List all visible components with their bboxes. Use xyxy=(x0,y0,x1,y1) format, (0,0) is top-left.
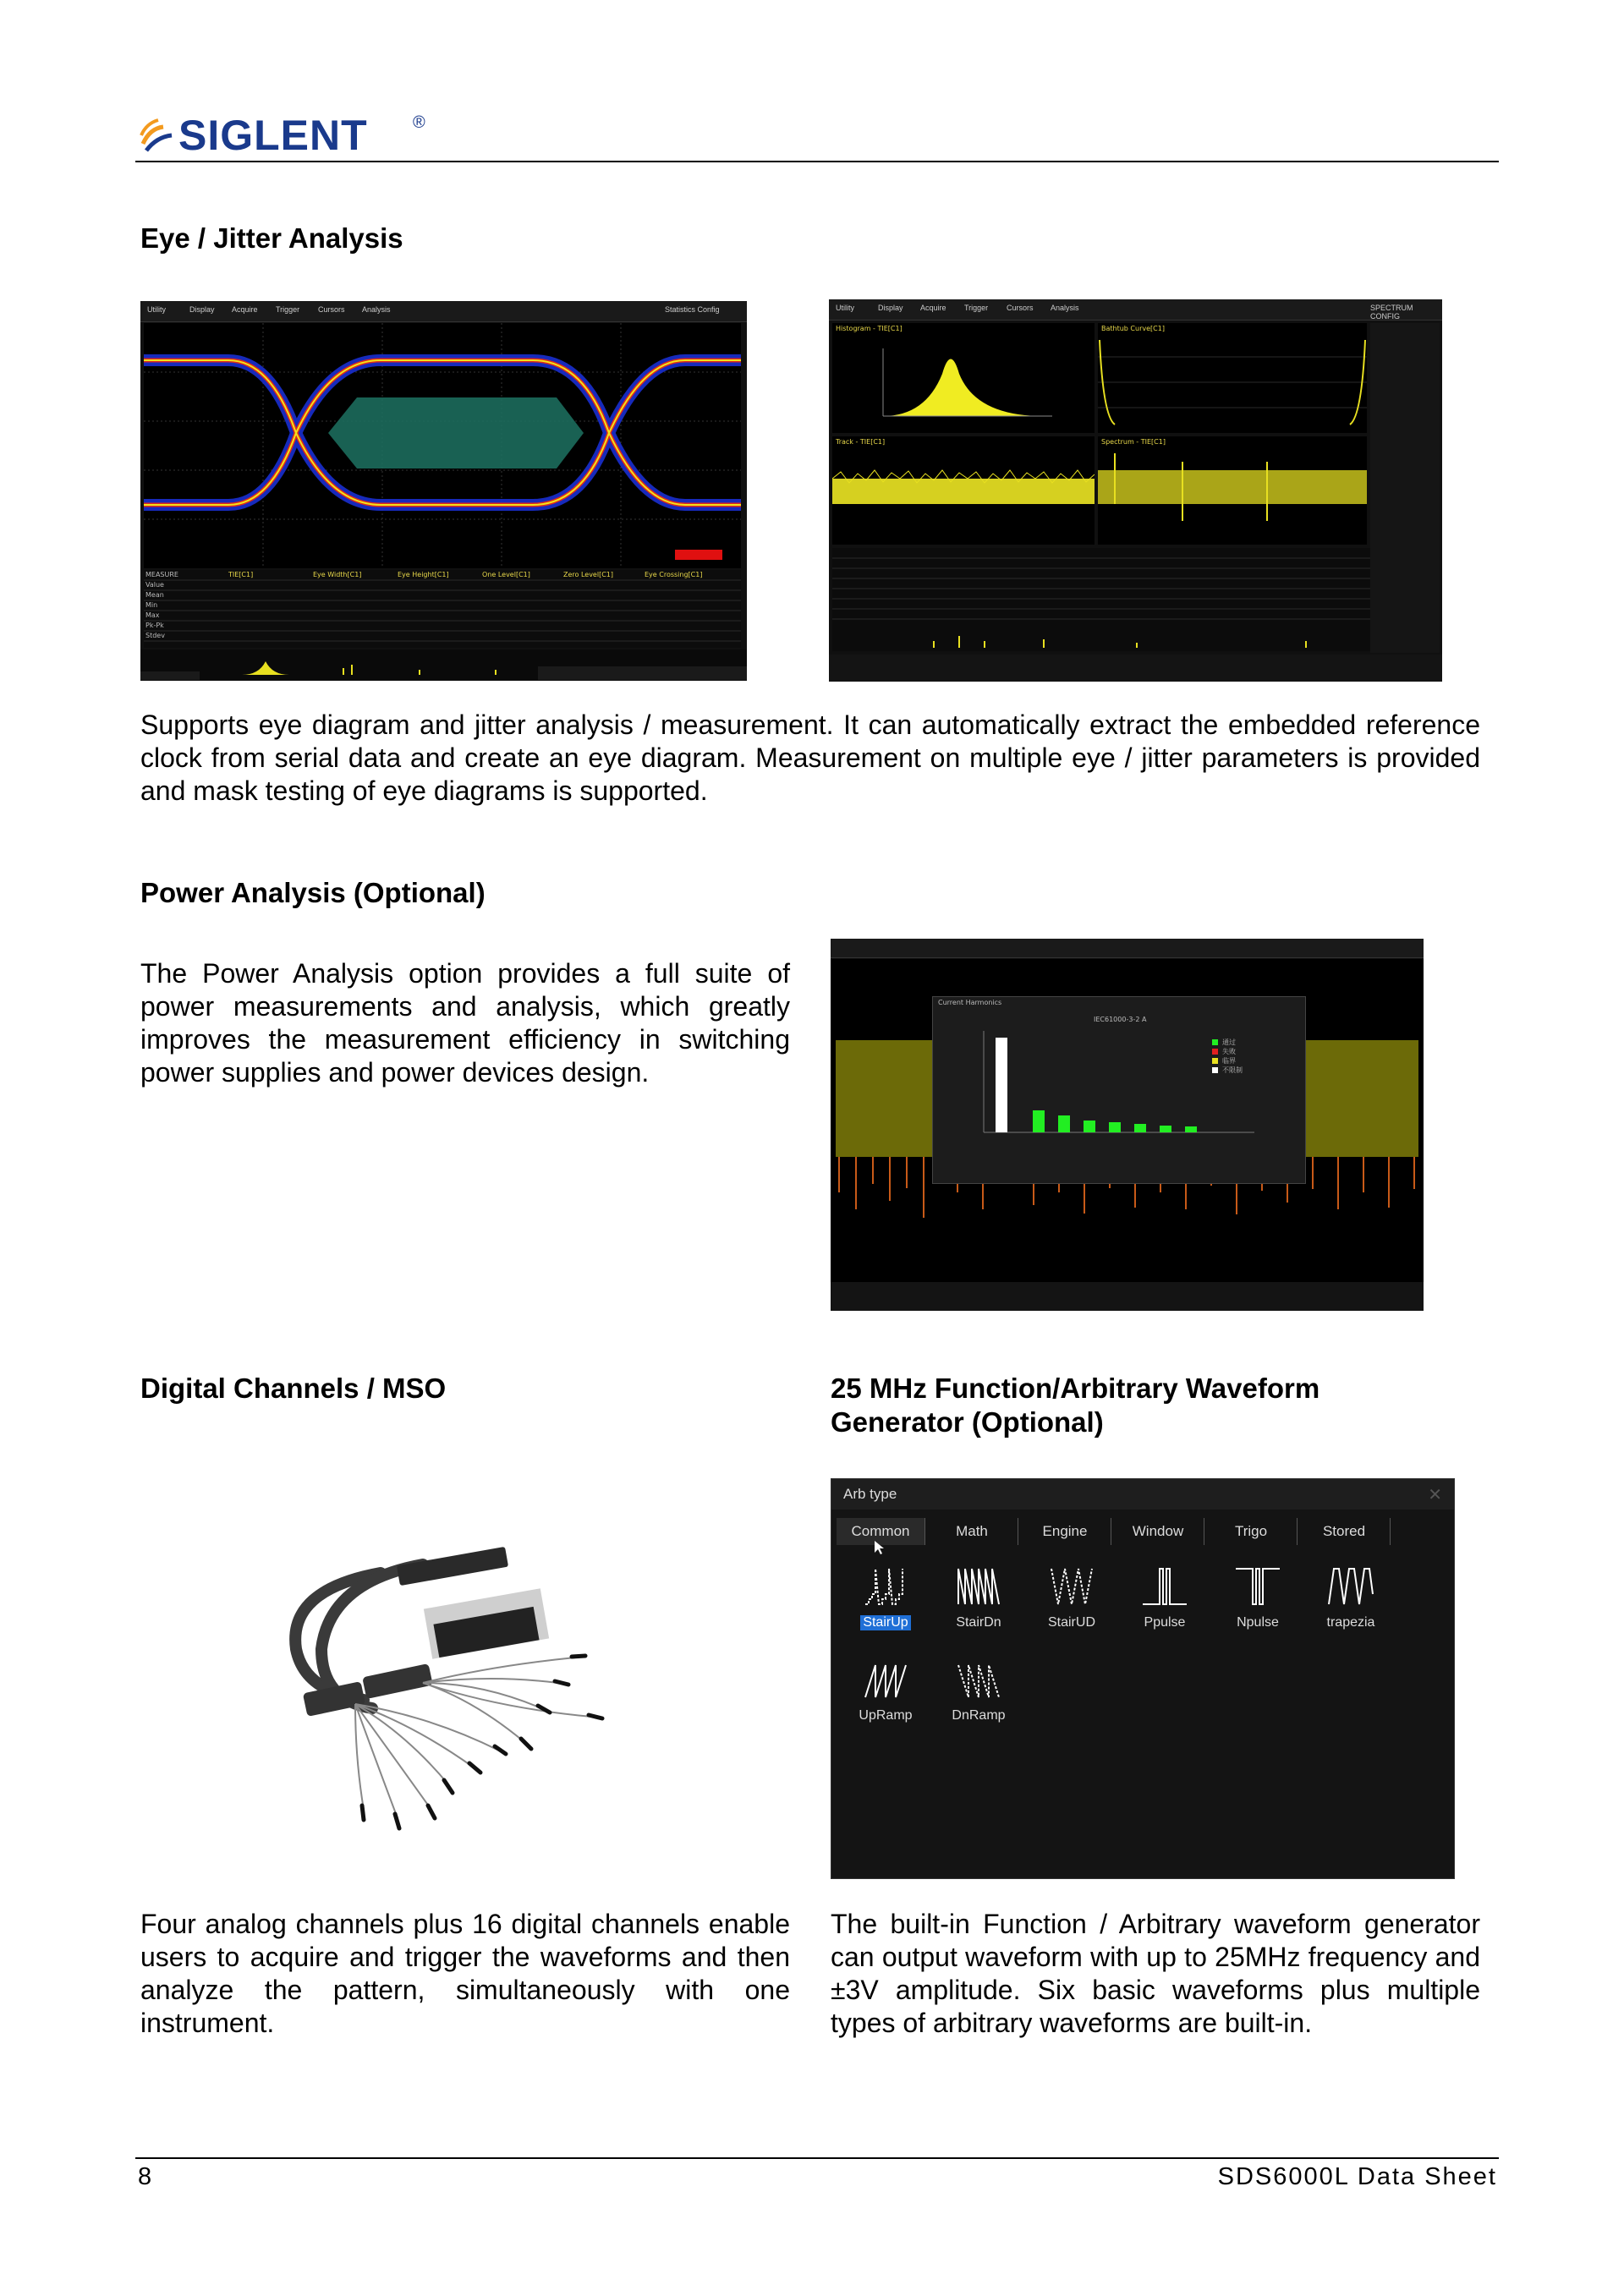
measure-col-header: Eye Crossing[C1] xyxy=(645,571,703,578)
dialog-title: Current Harmonics xyxy=(938,999,1002,1006)
measure-row-label: Stdev xyxy=(145,632,165,639)
eye-jitter-description: Supports eye diagram and jitter analysis / measurement. It can automatically extract the embedded reference clock from serial data and create an eye diagram. Measurement on multiple eye / jitter parameters is provided and mask testing of eye diagrams is supported. xyxy=(140,710,1480,806)
measure-col-header: Zero Level[C1] xyxy=(563,571,613,578)
siglent-logo xyxy=(138,112,434,159)
harmonics-chart xyxy=(933,997,1305,1183)
stairdn-wave-icon xyxy=(953,1560,1004,1611)
measure-row-label: Max xyxy=(145,611,160,619)
track-panel xyxy=(832,436,1095,545)
arb-label: DnRamp xyxy=(952,1708,1006,1723)
spectrum-plot xyxy=(1098,436,1367,545)
digital-channels-description: Four analog channels plus 16 digital channels enable users to acquire and trigger the waveforms and then analyze the pattern, simultaneously with one instrument. xyxy=(140,1909,790,2038)
eye-plot xyxy=(144,323,741,568)
measure-table xyxy=(144,570,741,648)
panel-title: Histogram - TIE[C1] xyxy=(836,325,903,332)
scope-menu-bar xyxy=(829,299,1442,321)
arb-label: Ppulse xyxy=(1144,1615,1186,1630)
menu-cursors[interactable]: Cursors xyxy=(318,305,345,314)
arb-label: StairUD xyxy=(1047,1615,1095,1630)
jitter-side-menu[interactable] xyxy=(1370,323,1440,653)
harmonics-standard: IEC61000-3-2 A xyxy=(1094,1016,1147,1023)
arb-item-upramp[interactable] xyxy=(843,1653,928,1723)
arb-label: UpRamp xyxy=(859,1708,913,1723)
legend-unlimited: 不限制 xyxy=(1222,1066,1243,1074)
close-icon[interactable]: ✕ xyxy=(1428,1486,1442,1504)
panel-title: Spectrum - TIE[C1] xyxy=(1101,438,1166,446)
tab-engine[interactable]: Engine xyxy=(1019,1518,1111,1545)
arb-item-dnramp[interactable] xyxy=(936,1653,1021,1723)
measure-table-grid xyxy=(144,570,741,648)
track-plot xyxy=(832,436,1095,545)
menu-utility[interactable]: Utility xyxy=(836,304,854,312)
panel-title: Track - TIE[C1] xyxy=(836,438,886,446)
menu-trigger[interactable]: Trigger xyxy=(276,305,300,314)
menu-spectrum-config[interactable]: SPECTRUM CONFIG xyxy=(1370,304,1413,321)
siglent-logo-icon xyxy=(138,112,177,159)
measure-row-label: Pk-Pk xyxy=(145,622,164,629)
footer-rule xyxy=(135,2157,1499,2159)
arb-item-stairud[interactable] xyxy=(1029,1560,1114,1630)
power-analysis-screenshot xyxy=(831,939,1424,1311)
menu-utility[interactable]: Utility xyxy=(147,305,166,314)
jitter-table-grid xyxy=(832,548,1370,651)
trapezia-wave-icon xyxy=(1325,1560,1376,1611)
measure-row-label: Mean xyxy=(145,591,164,599)
header-rule xyxy=(135,161,1499,162)
current-harmonics-dialog xyxy=(932,996,1306,1184)
digital-channels-title: Digital Channels / MSO xyxy=(140,1373,447,1404)
menu-display[interactable]: Display xyxy=(189,305,215,314)
arb-item-npulse[interactable] xyxy=(1215,1560,1300,1630)
tab-trigo[interactable]: Trigo xyxy=(1205,1518,1298,1545)
histogram-plot xyxy=(832,323,1095,433)
measure-col-header: MEASURE xyxy=(145,571,178,578)
ppulse-wave-icon xyxy=(1139,1560,1190,1611)
scope-status-bar xyxy=(831,1282,1424,1311)
scope-menu-bar xyxy=(140,301,747,322)
menu-cursors[interactable]: Cursors xyxy=(1007,304,1034,312)
power-analysis-description: The Power Analysis option provides a full suite of power measurements and analysis, which greatly improves the measurement efficiency in switching power supplies and power devices design. xyxy=(140,958,790,1088)
power-analysis-title: Power Analysis (Optional) xyxy=(140,877,486,908)
legend-critical: 临界 xyxy=(1222,1057,1236,1065)
bathtub-plot xyxy=(1098,323,1367,433)
histogram-panel xyxy=(832,323,1095,433)
spectrum-panel xyxy=(1098,436,1367,545)
arb-type-panel xyxy=(831,1478,1455,1879)
arb-label: Npulse xyxy=(1237,1615,1279,1630)
awg-description: The built-in Function / Arbitrary waveform generator can output waveform with up to 25MHz frequency and ±3V amplitude. Six basic waveforms plus multiple types of arbitrary waveforms are built-in. xyxy=(831,1909,1480,2038)
tab-common[interactable]: Common xyxy=(837,1518,925,1545)
arb-label: trapezia xyxy=(1326,1615,1375,1630)
tab-stored[interactable]: Stored xyxy=(1298,1518,1391,1545)
brand-name: SIGLENT xyxy=(178,112,368,159)
arb-item-trapezia[interactable] xyxy=(1309,1560,1393,1630)
tab-window[interactable]: Window xyxy=(1112,1518,1204,1545)
scope-status-bar xyxy=(829,655,1442,682)
eye-pattern xyxy=(144,323,741,568)
menu-trigger[interactable]: Trigger xyxy=(964,304,989,312)
menu-display[interactable]: Display xyxy=(878,304,903,312)
measure-col-header: Eye Height[C1] xyxy=(398,571,449,578)
logic-probe-image xyxy=(271,1539,643,1852)
menu-analysis[interactable]: Analysis xyxy=(362,305,391,314)
legend-pass: 通过 xyxy=(1222,1038,1236,1046)
legend-fail: 失败 xyxy=(1222,1048,1236,1055)
measure-col-header: TIE[C1] xyxy=(228,571,254,578)
bathtub-panel xyxy=(1098,323,1367,433)
npulse-wave-icon xyxy=(1232,1560,1283,1611)
arb-item-ppulse[interactable] xyxy=(1122,1560,1207,1630)
eye-histogram-strip xyxy=(140,649,747,680)
arb-label: StairDn xyxy=(956,1615,1001,1630)
arb-label: StairUp xyxy=(860,1615,910,1630)
jitter-analysis-screenshot xyxy=(829,299,1442,682)
measure-col-header: One Level[C1] xyxy=(482,571,530,578)
measure-row-label: Value xyxy=(145,581,164,589)
measure-col-header: Eye Width[C1] xyxy=(313,571,362,578)
measure-row-label: Min xyxy=(145,601,158,609)
menu-acquire[interactable]: Acquire xyxy=(232,305,258,314)
upramp-wave-icon xyxy=(860,1653,911,1704)
stairup-wave-icon xyxy=(860,1560,911,1611)
stairud-wave-icon xyxy=(1046,1560,1097,1611)
menu-analysis[interactable]: Analysis xyxy=(1051,304,1079,312)
panel-title: Bathtub Curve[C1] xyxy=(1101,325,1165,332)
menu-statistics-config[interactable]: Statistics Config xyxy=(665,305,720,314)
page-number: 8 xyxy=(138,2163,152,2190)
cursor-icon xyxy=(874,1540,886,1555)
eye-jitter-title: Eye / Jitter Analysis xyxy=(140,222,403,254)
arb-title-bar xyxy=(831,1479,1454,1510)
arb-item-stairup[interactable] xyxy=(843,1560,928,1630)
arb-title: Arb type xyxy=(843,1486,897,1502)
awg-title: 25 MHz Function/Arbitrary Waveform Generator (Optional) xyxy=(831,1373,1320,1438)
tab-math[interactable]: Math xyxy=(926,1518,1018,1545)
jitter-measure-table xyxy=(832,548,1370,651)
dnramp-wave-icon xyxy=(953,1653,1004,1704)
registered-mark: ® xyxy=(413,113,425,132)
eye-diagram-screenshot xyxy=(140,301,747,681)
menu-acquire[interactable]: Acquire xyxy=(920,304,946,312)
document-title: SDS6000L Data Sheet xyxy=(1217,2163,1497,2190)
arb-item-stairdn[interactable] xyxy=(936,1560,1021,1630)
